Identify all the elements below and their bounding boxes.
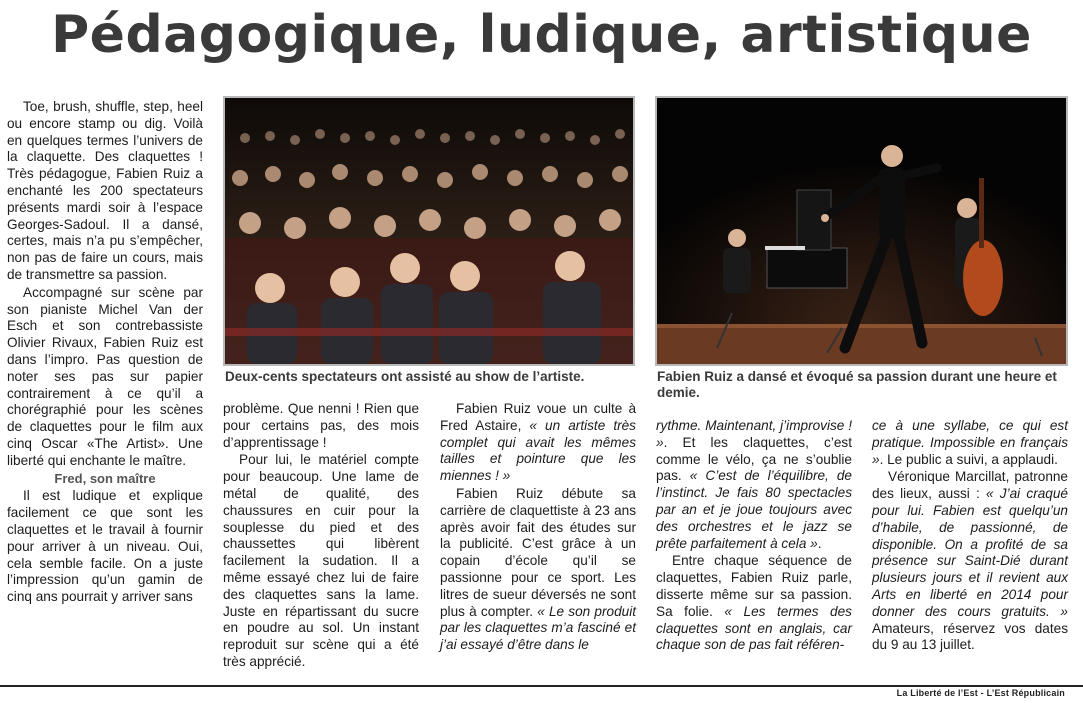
- paragraph: Accompagné sur scène par son pianiste Michel Van der Esch et son contrebassiste Olivier Rivaux, Fabien Ruiz est dans l’impro. Pas question de noter ses pas sur papier contrairement à ce qu’il a chorégraphié pour les scènes de claquettes pour le film aux cinq Oscar «The Artist». Une liberté qui enchante le maître.: [7, 284, 203, 468]
- paragraph: Il est ludique et explique facilement ce que sont les claquettes et le travail à fournir pour arriver à un niveau. Oui, cela semble facile. On a juste l’impression qu’un gamin de cinq ans pourrait y arriver sans: [7, 488, 203, 605]
- paragraph: ce à une syllabe, ce qui est pratique. Impossible en français ». Le public a suivi, a applaudi.: [872, 418, 1068, 467]
- article-column-5: [872, 418, 1068, 654]
- paragraph: Toe, brush, shuffle, step, heel ou encore stamp ou dig. Voilà en quelques termes l’univers de la claquette. Des claquettes ! Très pédagogue, Fabien Ruiz a enchanté les 200 spectateurs présents mardi soir à l’espace Georges-Sadoul. Il a dansé, certes, mais n’a pu s’empêcher, non pas de faire un cours, mais de transmettre sa passion.: [7, 99, 203, 282]
- article-column-3: [440, 401, 636, 654]
- paragraph: Pour lui, le matériel compte pour beaucoup. Une lame de métal de qualité, des chaussures en cuir pour la souplesse du pied et des chaussettes qui libèrent facilement la sudation. Il a même essayé chez lui de faire des claquettes sans la lame. Juste en répartissant du sucre en poudre au sol. Un instant reproduit sur scène qui a été très apprécié.: [223, 452, 419, 669]
- audience-photo: [223, 96, 635, 366]
- paragraph: Véronique Marcillat, patronne des lieux, aussi : « J’ai craqué pour lui. Fabien est quelqu’un d’habile, de passionné, de disponible. On a profité de sa présence sur Saint-Dié durant plusieurs jours et il revient aux Arts en liberté en 2014 pour donner des cours gratuits. » Amateurs, réservez vos dates du 9 au 13 juillet.: [872, 469, 1068, 653]
- publication-credit: La Liberté de l’Est - L’Est Républicain: [896, 688, 1065, 698]
- article-column-1: [7, 99, 203, 606]
- paragraph: problème. Que nenni ! Rien que pour certains pas, des mois d’apprentissage !: [223, 401, 419, 450]
- footer-rule: [0, 685, 1083, 687]
- stage-illustration: [657, 98, 1066, 364]
- paragraph: Fabien Ruiz voue un culte à Fred Astaire, « un artiste très complet qui avait les mêmes tailles et pointure que les miennes ! »: [440, 401, 636, 484]
- paragraph: rythme. Maintenant, j’improvise ! ». Et les claquettes, c’est comme le vélo, ça ne s’oublie pas. « C’est de l’équilibre, de l’instinct. Je fais 80 spectacles par an et je joue toujours avec des orchestres et le jazz se prête parfaitement à cela ».: [656, 418, 852, 551]
- article-column-4: [656, 418, 852, 654]
- caption-left: Deux-cents spectateurs ont assisté au show de l’artiste.: [225, 369, 585, 384]
- stage-photo: [655, 96, 1068, 366]
- subheading: Fred, son maître: [54, 470, 156, 486]
- paragraph: Fabien Ruiz débute sa carrière de claquettiste à 23 ans après avoir fait des études sur la publicité. C’est grâce à un copain d’école qu’il se passionne pour ce sport. Les litres de sueur déversés ne sont plus à compter. « Le son produit par les claquettes m’a fasciné et j’ai essayé d’être dans le: [440, 485, 636, 653]
- audience-illustration: [225, 98, 633, 364]
- article-column-2: [223, 401, 419, 671]
- caption-right: Fabien Ruiz a dansé et évoqué sa passion durant une heure et demie.: [657, 369, 1057, 400]
- headline: Pédagogique, ludique, artistique: [51, 5, 1032, 65]
- paragraph: Entre chaque séquence de claquettes, Fabien Ruiz parle, disserte même sur sa passion. Sa folie. « Les termes des claquettes sont en anglais, car chaque son de pas fait référen-: [656, 553, 852, 653]
